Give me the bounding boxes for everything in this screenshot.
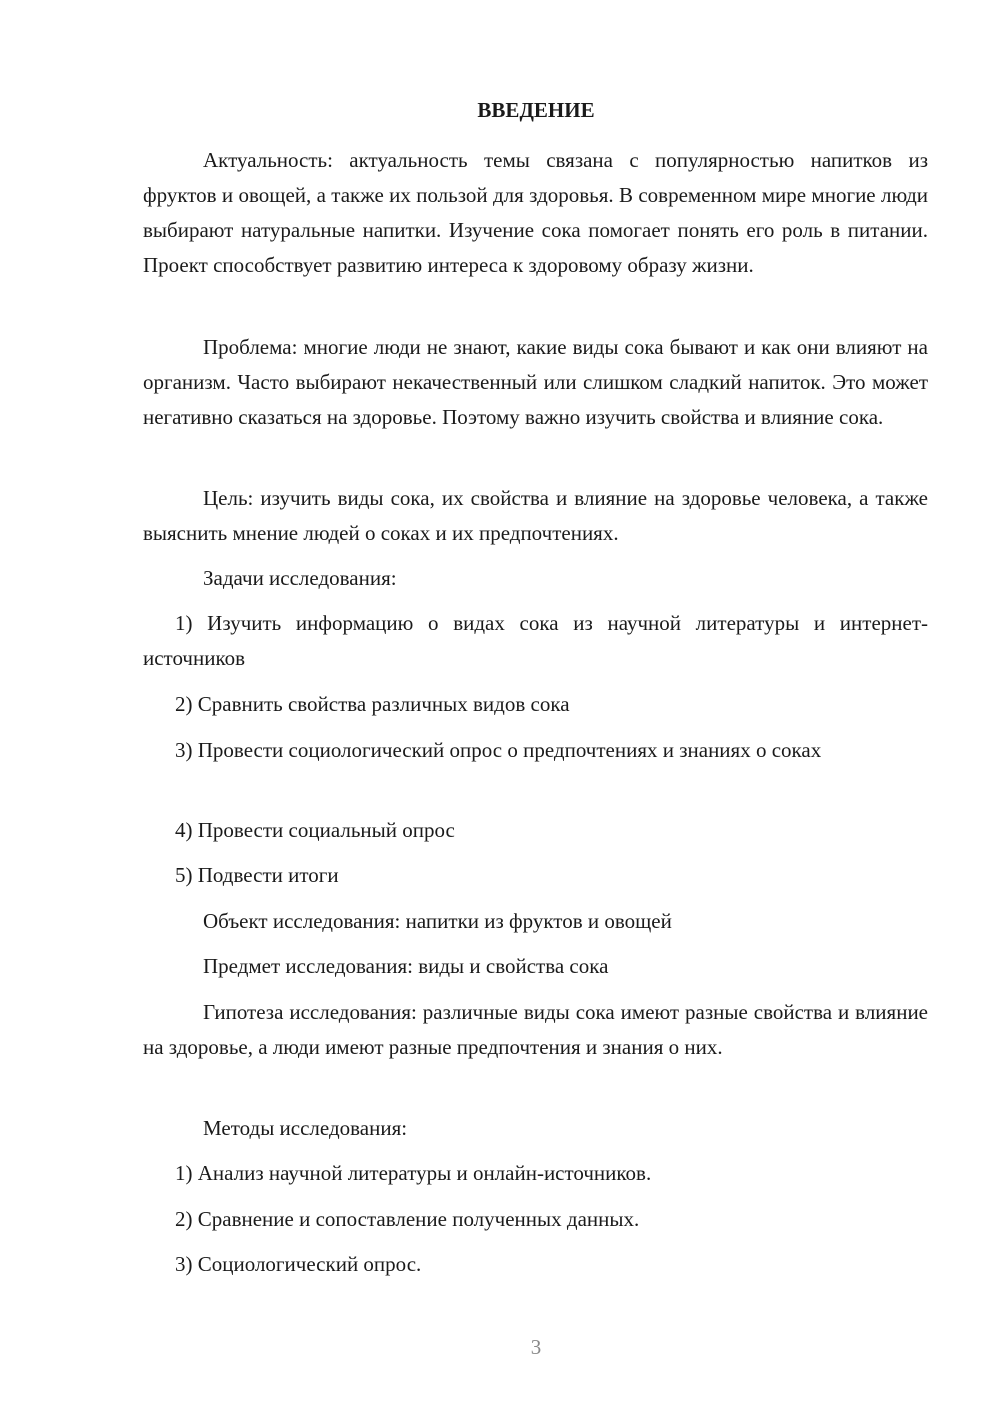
paragraph-problem: Проблема: многие люди не знают, какие виды сока бывают и как они влияют на организм. Часто выбирают некачественный или слишком сладкий напиток. Это может негативно сказаться на здоровье. Поэтому важно изучить свойства и влияние сока. bbox=[143, 335, 928, 429]
task-item-3: 3) Провести социологический опрос о предпочтениях и знаниях о соках bbox=[175, 738, 822, 762]
paragraph-relevance: Актуальность: актуальность темы связана с популярностью напитков из фруктов и овощей, а также их пользой для здоровья. В современном мире многие люди выбирают натуральные напитки. Изучение сока помогает понять его роль в питании. Проект способствует развитию интереса к здоровому образу жизни. bbox=[143, 148, 928, 277]
paragraph-hypothesis: Гипотеза исследования: различные виды сока имеют разные свойства и влияние на здоровье, а люди имеют разные предпочтения и знания о них. bbox=[143, 1000, 928, 1059]
method-item-3: 3) Социологический опрос. bbox=[175, 1252, 422, 1276]
paragraph-object: Объект исследования: напитки из фруктов и овощей bbox=[203, 909, 672, 933]
task-item-1: 1) Изучить информацию о видах сока из научной литературы и интернет-источников bbox=[143, 611, 928, 670]
task-item-2: 2) Сравнить свойства различных видов сока bbox=[175, 692, 570, 716]
page-title: ВВЕДЕНИЕ bbox=[477, 98, 595, 122]
tasks-heading: Задачи исследования: bbox=[203, 566, 397, 590]
paragraph-goal: Цель: изучить виды сока, их свойства и влияние на здоровье человека, а также выяснить мнение людей о соках и их предпочтениях. bbox=[143, 486, 928, 545]
task-item-5: 5) Подвести итоги bbox=[175, 863, 339, 887]
methods-heading: Методы исследования: bbox=[203, 1116, 408, 1140]
paragraph-subject: Предмет исследования: виды и свойства сока bbox=[203, 954, 609, 978]
task-item-4: 4) Провести социальный опрос bbox=[175, 818, 455, 842]
method-item-2: 2) Сравнение и сопоставление полученных данных. bbox=[175, 1207, 640, 1231]
method-item-1: 1) Анализ научной литературы и онлайн-источников. bbox=[175, 1161, 652, 1185]
page-number: 3 bbox=[530, 1335, 542, 1359]
